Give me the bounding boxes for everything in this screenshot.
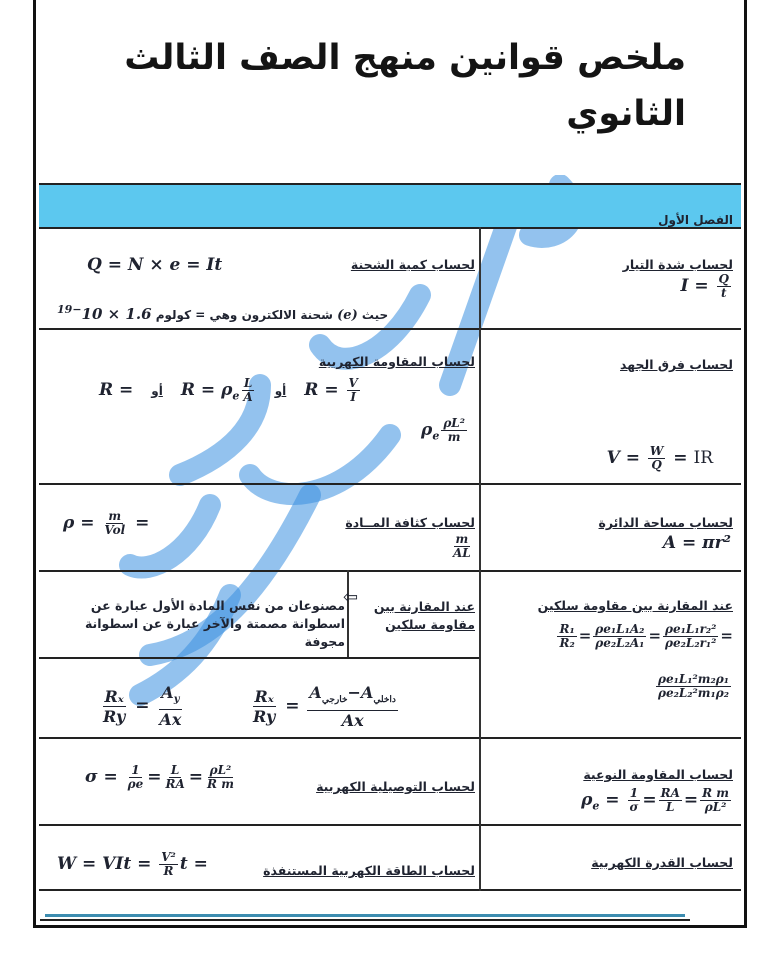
compare-formula: $\frac{\text{R₁}}{\text{R₂}}$ = $\frac{\text{ρe₁L₁A₂}}{\text{ρe₂L₂A₁}}$ = $\frac{\text{ρe₁L₁r₂²}}{\text{ρe₂L₂r₁²}}$ = — [559, 622, 733, 650]
chapter-label: الفصل الأول — [658, 213, 733, 227]
charge-title: لحساب كمية الشحنة — [350, 257, 475, 272]
table-rule — [39, 737, 741, 739]
charge-unit: كولوم — [155, 308, 192, 322]
power-title: لحساب القدرة الكهربية — [591, 855, 733, 870]
density-formula: ρ = $\frac{m}{\text{Vol}}$ = — [63, 509, 150, 537]
resistivity-formula: $\rho_e$ = $\frac{1}{\sigma}$ = $\frac{RA}{L}$ = $\frac{\text{R m}}{\text{ρL²}}$ — [581, 786, 729, 814]
charge-value-exp: −19 — [57, 303, 82, 316]
charge-note-mid: شحنة الالكترون وهي = — [195, 308, 333, 322]
resistance-extra: $\rho_e$ $\frac{\text{ρL²}}{m}$ — [421, 416, 465, 444]
charge-formula: Q = N × e = It — [87, 255, 223, 275]
area-formula: A = πr² — [662, 533, 731, 553]
charge-value-base: 1.6 × 10 — [81, 305, 152, 323]
current-title: لحساب شدة التيار — [622, 257, 733, 272]
density-extra: $\frac{m}{AL}$ — [453, 532, 471, 560]
resistance-title: لحساب المقاومة الكهربية — [318, 354, 475, 369]
table-rule — [39, 483, 741, 485]
footer-rule — [45, 914, 685, 917]
conductivity-formula: σ = $\frac{1}{\rho e}$ = $\frac{L}{RA}$ = $\frac{\text{ρL²}}{\text{R m}}$ — [85, 763, 234, 791]
table-rule — [39, 824, 741, 826]
compare-same-text: مصنوعان من نفس المادة الأول عبارة عن اسطوانة مصمتة والآخر عبارة عن اسطوانة مجوفة — [84, 598, 345, 649]
voltage-title: لحساب فرق الجهد — [620, 357, 733, 372]
resistivity-title: لحساب المقاومة النوعية — [583, 767, 733, 782]
conductivity-title: لحساب التوصيلية الكهربية — [316, 779, 475, 794]
chapter-band — [39, 183, 741, 229]
table-rule — [39, 657, 479, 659]
table-rule — [39, 570, 741, 572]
resistance-formulas: R = أو $R = \rho_e$ $\frac{L}{A}$ أو R = $\frac{V}{I}$ — [99, 376, 358, 404]
column-divider — [479, 227, 481, 891]
table-rule — [39, 889, 741, 891]
compare-formula-2: $\frac{\text{ρe₁L₁²m₂ρ₁}}{\text{ρe₂L₂²m₁ρ₂}}$ — [657, 672, 729, 700]
page-frame — [33, 0, 747, 928]
table-rule — [39, 227, 741, 229]
charge-note — [57, 301, 388, 325]
arrow-left-icon: ⇦ — [343, 587, 359, 608]
formula-table — [39, 227, 741, 892]
charge-note-pre: حيث — [361, 308, 389, 322]
current-formula: I = $\frac{Q}{t}$ — [680, 272, 729, 300]
charge-value — [57, 305, 152, 323]
inner-label: داخلي — [373, 695, 396, 706]
outer-label: خارجي — [321, 695, 348, 706]
or-label: أو — [151, 384, 163, 398]
area-title: لحساب مساحة الدائرة — [598, 515, 733, 530]
energy-title: لحساب الطاقة الكهربية المستنفذة — [263, 863, 475, 878]
voltage-formula: V = $\frac{W}{Q}$ = IR — [606, 444, 713, 472]
page-title: ملخص قوانين منهج الصف الثالث الثانوي — [124, 38, 686, 134]
compare-same-title: عند المقارنة بين مقاومة سلكين — [373, 599, 475, 632]
ratio-formula-1: $\frac{\text{Rₓ}}{Ry}$ = $\frac{A_y}{Ax}$ — [103, 683, 182, 730]
charge-note-e: (e) — [337, 308, 358, 323]
voltage-tail: IR — [693, 448, 713, 468]
energy-formula: W = VIt = $\frac{\text{V²}}{R}$ t = — [57, 850, 208, 878]
or-label: أو — [274, 384, 287, 398]
density-title: لحساب كثافة المــادة — [345, 515, 475, 530]
footer-rule — [40, 919, 690, 921]
compare-title: عند المقارنة بين مقاومة سلكين — [537, 598, 733, 613]
ratio-formula-2: $\frac{\text{Rₓ}}{Ry}$ = $\frac{A_{خارجي}-A_{داخلي}}{Ax}$ — [253, 683, 396, 731]
table-rule — [39, 328, 741, 330]
